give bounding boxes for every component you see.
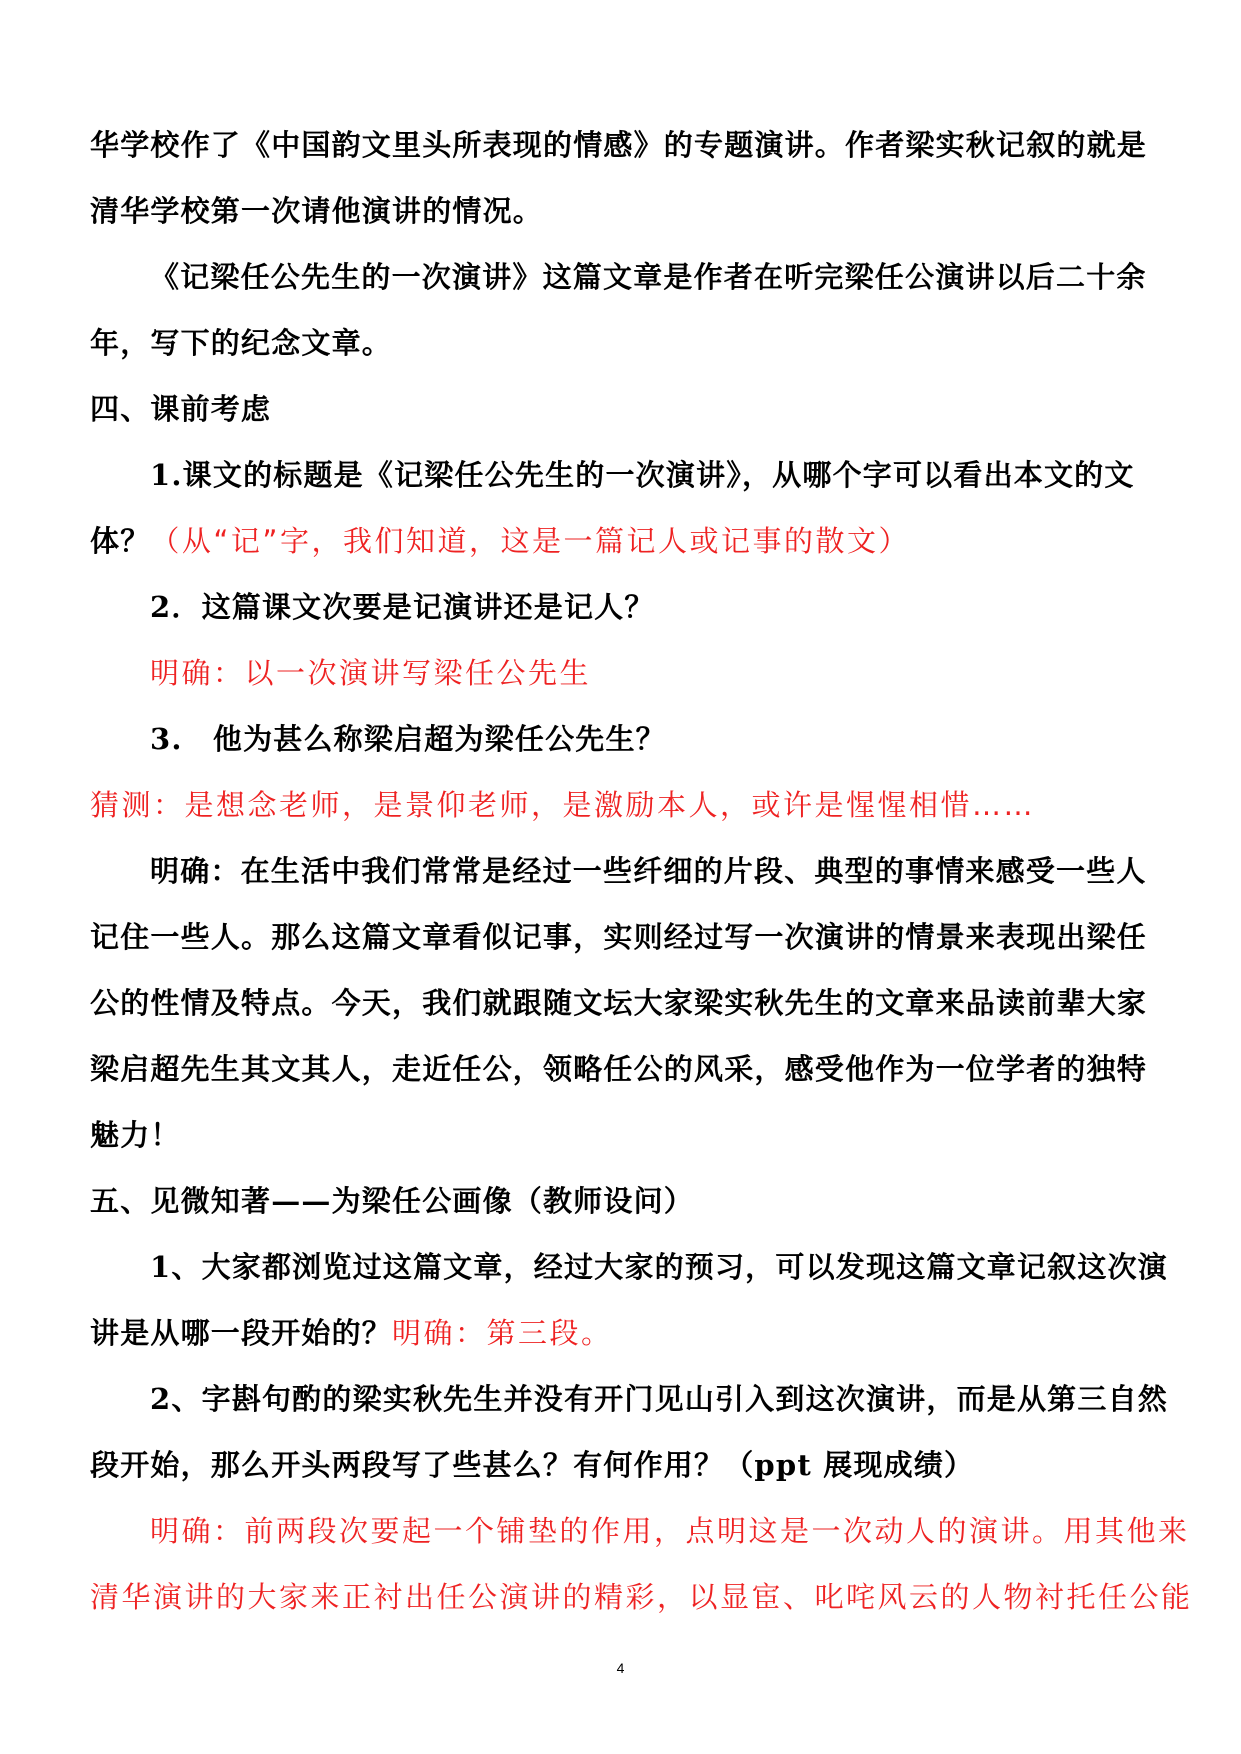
question-line: 2．这篇课文次要是记演讲还是记人？: [150, 590, 655, 624]
page-number: 4: [616, 1660, 625, 1676]
question-line: [90, 1300, 1152, 1366]
question-line: 1.课文的标题是《记梁任公先生的一次演讲》，从哪个字可以看出本文的文: [150, 458, 1135, 492]
question-text: 体？: [90, 524, 151, 558]
answer-line: 清华演讲的大家来正衬出任公演讲的精彩，以显宦、叱咤风云的人物衬托任公能: [90, 1580, 1193, 1614]
paragraph-line: 梁启超先生其文其人，走近任公，领略任公的风采，感受他作为一位学者的独特: [90, 1052, 1148, 1086]
paragraph-line: 华学校作了《中国韵文里头所表现的情感》的专题演讲。作者梁实秋记叙的就是: [90, 128, 1148, 162]
question-line: [90, 508, 1152, 574]
question-line: 段开始，那么开头两段写了些甚么？有何作用？（ppt 展现成绩）: [90, 1448, 975, 1482]
paragraph-line: 公的性情及特点。今天，我们就跟随文坛大家梁实秋先生的文章来品读前辈大家: [90, 986, 1148, 1020]
paragraph-line: 年，写下的纪念文章。: [90, 326, 393, 360]
question-line: 3. 他为甚么称梁启超为梁任公先生？: [150, 722, 666, 756]
question-line: 1、大家都浏览过这篇文章，经过大家的预习，可以发现这篇文章记叙这次演: [150, 1250, 1168, 1284]
paragraph-line: 明确：在生活中我们常常是经过一些纤细的片段、典型的事情来感受一些人: [150, 854, 1147, 888]
question-line: 2、字斟句酌的梁实秋先生并没有开门见山引入到这次演讲，而是从第三自然: [150, 1382, 1168, 1416]
section-heading: 四、课前考虑: [90, 392, 272, 426]
paragraph-line: 清华学校第一次请他演讲的情况。: [90, 194, 544, 228]
answer-line: 明确：前两段次要起一个铺垫的作用，点明这是一次动人的演讲。用其他来: [150, 1514, 1190, 1548]
document-body: [90, 112, 1193, 1630]
answer-line: 猜测：是想念老师，是景仰老师，是激励本人，或许是惺惺相惜……: [90, 788, 1036, 822]
paragraph-line: 记住一些人。那么这篇文章看似记事，实则经过写一次演讲的情景来表现出梁任: [90, 920, 1148, 954]
paragraph-line: 魅力！: [90, 1118, 181, 1152]
section-heading: 五、见微知著——为梁任公画像（教师设问）: [90, 1184, 695, 1218]
question-text: 讲是从哪一段开始的？: [90, 1316, 393, 1350]
answer-line: 明确：以一次演讲写梁任公先生: [150, 656, 592, 690]
answer-text: 明确：第三段。: [392, 1316, 613, 1350]
paragraph-line: 《记梁任公先生的一次演讲》这篇文章是作者在听完梁任公演讲以后二十余: [150, 260, 1147, 294]
answer-text: （从“记”字，我们知道，这是一篇记人或记事的散文）: [150, 524, 910, 558]
